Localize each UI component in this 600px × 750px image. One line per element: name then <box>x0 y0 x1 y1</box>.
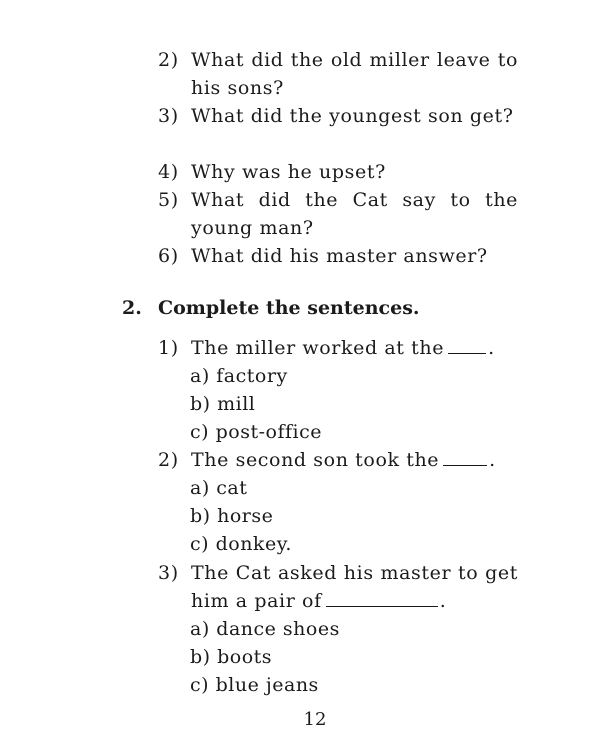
sentence-end: . <box>489 449 496 471</box>
question-5 <box>158 186 518 242</box>
item-number: 3) <box>158 562 179 584</box>
sentence-stem: The second son took the <box>191 449 440 471</box>
question-6 <box>158 242 518 270</box>
sentence-item-3 <box>158 559 518 615</box>
option: c) donkey. <box>190 533 292 555</box>
option: b) boots <box>190 646 273 668</box>
question-text: Why was he upset? <box>191 161 386 183</box>
question-4 <box>158 158 518 186</box>
question-2 <box>158 46 518 102</box>
question-number: 2) <box>158 49 179 71</box>
question-number: 3) <box>158 105 179 127</box>
page-number: 12 <box>303 709 327 730</box>
option: c) post-office <box>190 421 322 443</box>
option: b) horse <box>190 505 274 527</box>
option: c) blue jeans <box>190 674 319 696</box>
answer-blank[interactable] <box>448 336 486 354</box>
question-number: 5) <box>158 189 179 211</box>
answer-blank[interactable] <box>326 589 438 607</box>
question-text: What did the youngest son get? <box>191 105 514 127</box>
question-text: What did the Cat say to the young man? <box>191 189 518 239</box>
question-number: 4) <box>158 161 179 183</box>
sentence-end: . <box>488 337 495 359</box>
exercise-title: Complete the sentences. <box>158 297 420 319</box>
question-number: 6) <box>158 245 179 267</box>
question-text: What did the old miller leave to his sons? <box>191 49 518 99</box>
item-number: 1) <box>158 337 179 359</box>
sentence-stem: The miller worked at the <box>191 337 445 359</box>
sentence-end: . <box>439 590 447 612</box>
option: a) cat <box>190 477 248 499</box>
sentence-stem: The Cat asked his master to get him a pair of <box>191 562 518 612</box>
option: a) factory <box>190 365 288 387</box>
option: a) dance shoes <box>190 618 340 640</box>
item-number: 2) <box>158 449 179 471</box>
question-text: What did his master answer? <box>191 245 488 267</box>
question-3 <box>158 102 518 130</box>
exercise-number: 2. <box>122 297 142 319</box>
option: b) mill <box>190 393 256 415</box>
exercise-heading <box>122 294 420 322</box>
sentence-item-2 <box>158 446 518 474</box>
answer-blank[interactable] <box>443 448 487 466</box>
sentence-item-1 <box>158 334 518 362</box>
